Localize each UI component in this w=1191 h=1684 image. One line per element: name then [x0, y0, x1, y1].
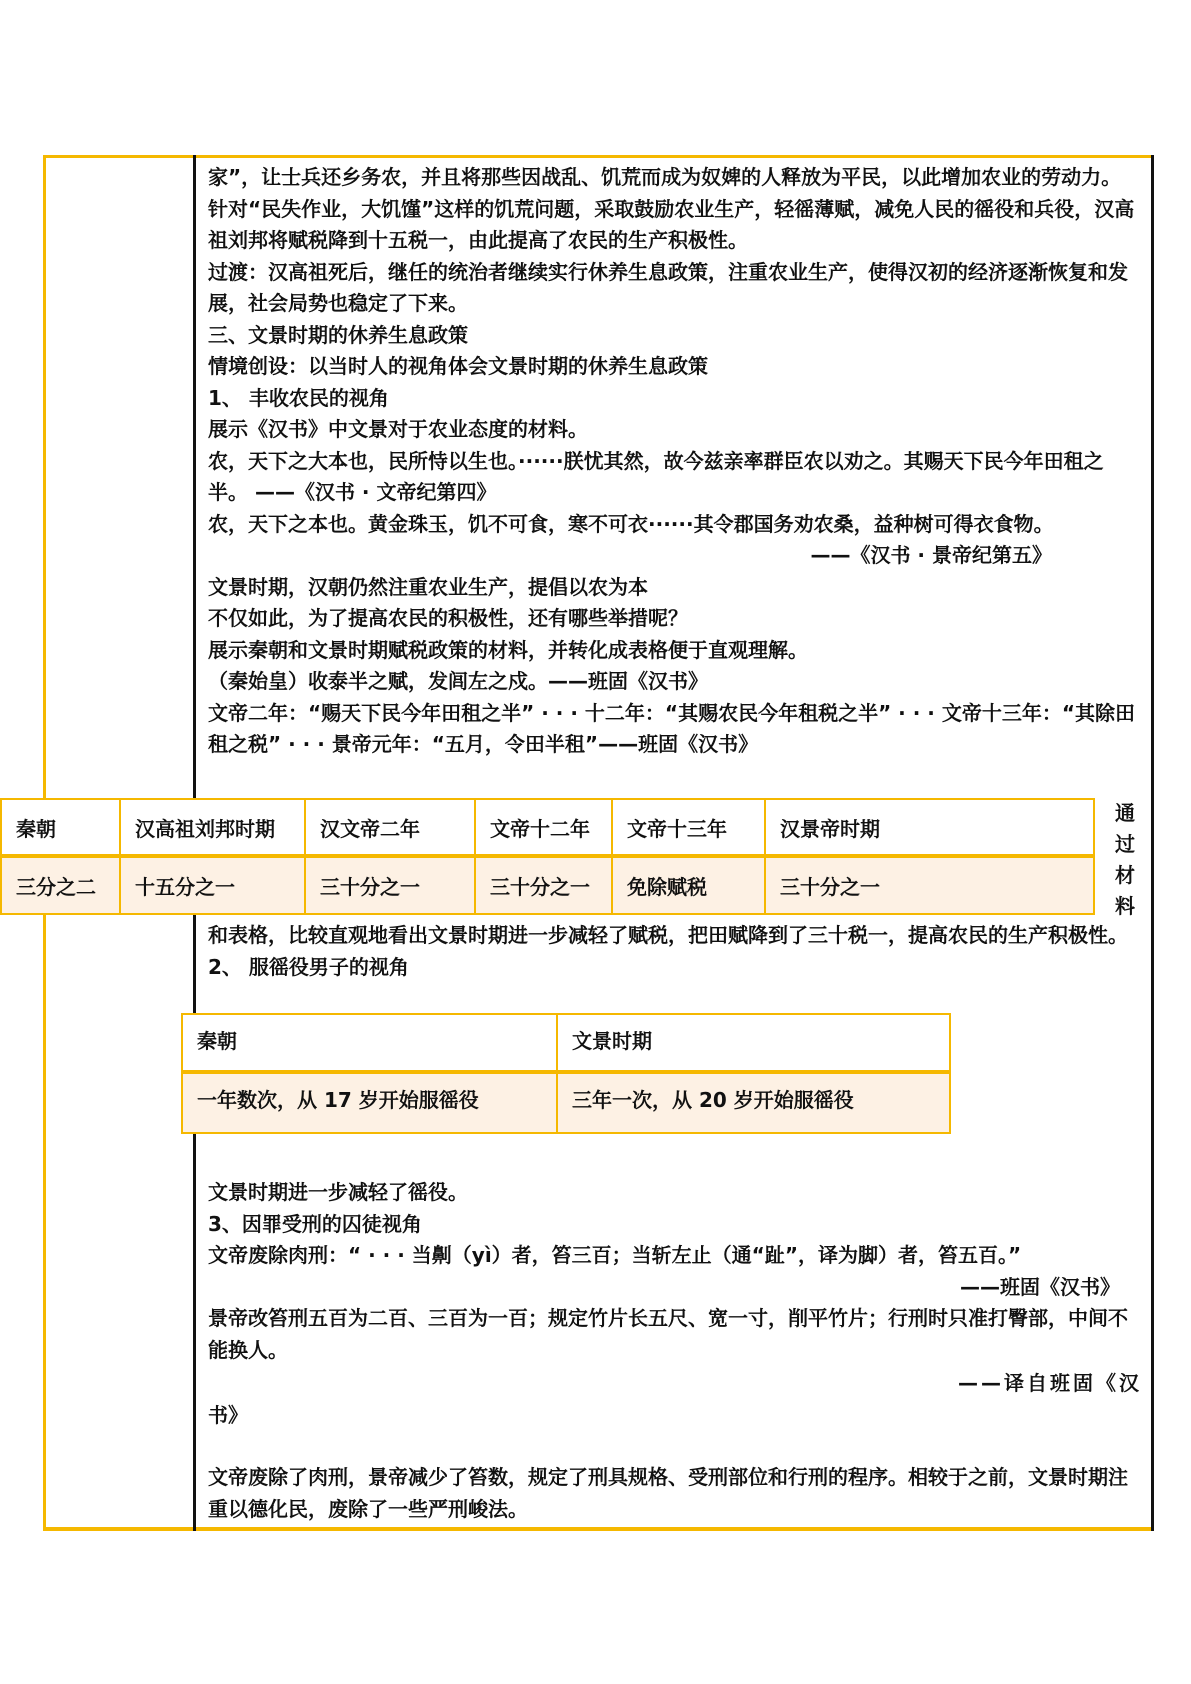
side-char: 过	[1115, 832, 1135, 856]
table-header-cell: 文景时期	[556, 1013, 951, 1072]
paragraph: 展示秦朝和文景时期赋税政策的材料，并转化成表格便于直观理解。	[208, 637, 808, 662]
side-char: 材	[1115, 863, 1135, 887]
paragraph: 家”，让士兵还乡务农，并且将那些因战乱、饥荒而成为奴婢的人释放为平民，以此增加农业的劳动力。	[208, 165, 1122, 189]
table-header-cell: 秦朝	[0, 798, 121, 856]
table-header-cell: 汉高祖刘邦时期	[119, 798, 306, 856]
citation: ——班固《汉书》	[960, 1274, 1120, 1299]
table-header-cell: 文帝十二年	[474, 798, 613, 856]
side-char: 料	[1115, 894, 1135, 918]
paragraph: 不仅如此，为了提高农民的积极性，还有哪些举措呢？	[208, 606, 688, 630]
spacer	[208, 1431, 1142, 1462]
subheading: 3、因罪受刑的囚徒视角	[208, 1211, 422, 1236]
frame-top-line	[43, 155, 1153, 158]
table-header-cell: 汉景帝时期	[764, 798, 1095, 856]
table-header-cell: 汉文帝二年	[304, 798, 476, 856]
frame-right-line	[1151, 155, 1154, 1531]
lesson-content-bottom	[208, 1177, 1142, 1525]
table-header-row	[0, 798, 1095, 856]
table-cell: 三分之二	[0, 854, 121, 915]
table-cell: 三十分之一	[764, 854, 1095, 915]
section-heading: 三、文景时期的休养生息政策	[208, 322, 468, 347]
table-cell: 三年一次，从 20 岁开始服徭役	[556, 1070, 951, 1134]
citation: ——译自班固《汉	[958, 1371, 1142, 1395]
table-header-cell: 秦朝	[181, 1013, 558, 1072]
quote: （秦始皇）收泰半之赋，发闾左之戍。——班固《汉书》	[208, 669, 708, 693]
paragraph: 文景时期，汉朝仍然注重农业生产，提倡以农为本	[208, 574, 648, 599]
quote: 文帝废除肉刑：“ · · · 当劓（yì）者，笞三百；当斩左止（通“趾”，译为脚）者，笞五百。”	[208, 1243, 1022, 1267]
paragraph: 文景时期进一步减轻了徭役。	[208, 1180, 468, 1204]
quote: 农，天下之本也。黄金珠玉，饥不可食，寒不可衣······其令郡国务劝农桑，益种树可得衣食物。	[208, 511, 1054, 536]
subheading: 2、 服徭役男子的视角	[208, 954, 409, 979]
paragraph: 情境创设：以当时人的视角体会文景时期的休养生息政策	[208, 354, 708, 378]
side-char: 通	[1115, 801, 1135, 825]
quote: 农，天下之大本也，民所恃以生也。······朕忧其然，故今兹亲率群臣农以劝之。其赐天下民今年田租之半。 ——《汉书 · 文帝纪第四》	[208, 448, 1104, 504]
side-vertical-text	[1112, 798, 1138, 922]
paragraph: 展示《汉书》中文景对于农业态度的材料。	[208, 417, 588, 441]
paragraph: 针对“民失作业，大饥馑”这样的饥荒问题，采取鼓励农业生产，轻徭薄赋，减免人民的徭役和兵役，汉高祖刘邦将赋税降到十五税一，由此提高了农民的生产积极性。	[208, 196, 1135, 252]
paragraph: 和表格，比较直观地看出文景时期进一步减轻了赋税，把田赋降到了三十税一，提高农民的生产积极性。	[208, 923, 1128, 947]
table-cell: 免除赋税	[611, 854, 766, 915]
table-header-cell: 文帝十三年	[611, 798, 766, 856]
quote: 文帝二年：“赐天下民今年田租之半” · · · 十二年：“其赐农民今年租税之半” · · · 文帝十三年：“其除田租之税” · · · 景帝元年：“五月，令田半租”——班固《汉书》	[208, 700, 1136, 756]
table-cell: 一年数次，从 17 岁开始服徭役	[181, 1070, 558, 1134]
paragraph: 景帝改笞刑五百为二百、三百为一百；规定竹片长五尺、宽一寸，削平竹片；行刑时只准打臀部，中间不能换人。	[208, 1306, 1128, 1362]
paragraph: 过渡：汉高祖死后，继任的统治者继续实行休养生息政策，注重农业生产，使得汉初的经济逐渐恢复和发展，社会局势也稳定了下来。	[208, 259, 1128, 315]
frame-bottom-line	[43, 1527, 1153, 1531]
citation: 书》	[208, 1402, 248, 1427]
subheading: 1、 丰收农民的视角	[208, 385, 389, 410]
tax-table	[0, 798, 1095, 915]
paragraph: 文帝废除了肉刑，景帝减少了笞数，规定了刑具规格、受刑部位和行刑的程序。相较于之前，文景时期注重以德化民，废除了一些严刑峻法。	[208, 1465, 1128, 1521]
lesson-content	[208, 162, 1142, 761]
table-cell: 十五分之一	[119, 854, 306, 915]
table-cell: 三十分之一	[474, 854, 613, 915]
table-row	[0, 854, 1095, 915]
table-cell: 三十分之一	[304, 854, 476, 915]
corvee-table	[181, 1013, 951, 1134]
citation: ——《汉书 · 景帝纪第五》	[810, 543, 1052, 567]
lesson-content-after-table	[208, 920, 1142, 983]
